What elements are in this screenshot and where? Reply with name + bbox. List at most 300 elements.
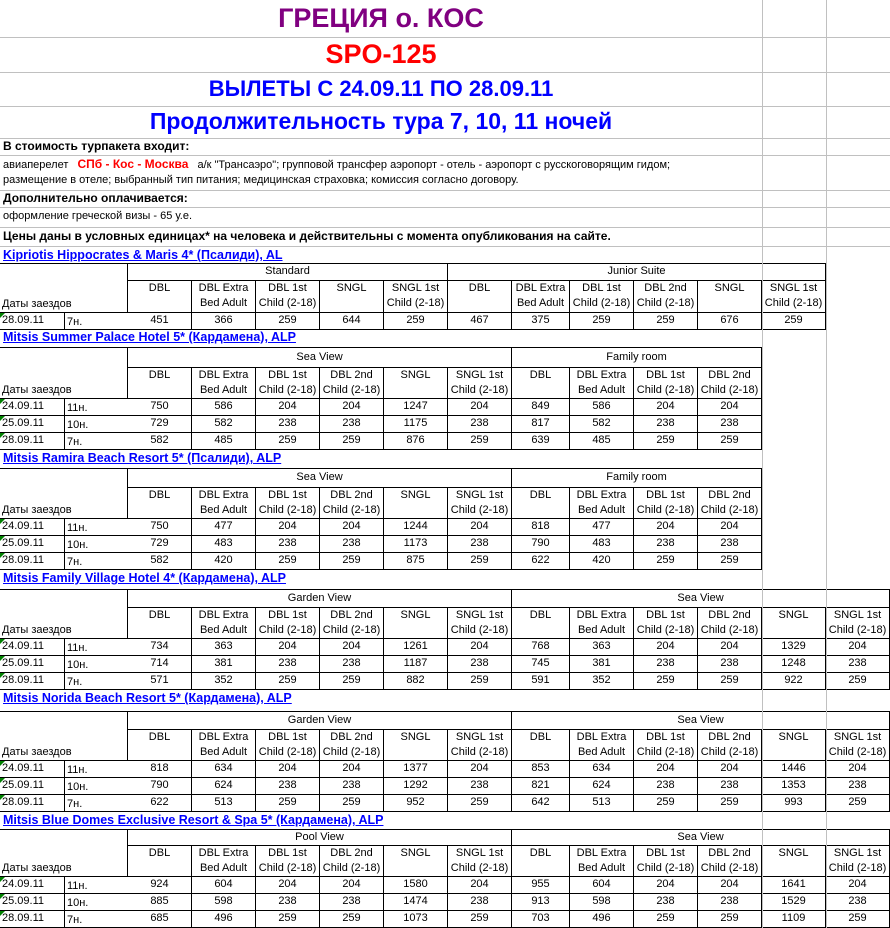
- column-header-line-1: DBL: [529, 847, 552, 859]
- price-cell: 259: [762, 313, 826, 330]
- price-cell: 238: [320, 656, 384, 673]
- arrival-date: [0, 313, 65, 330]
- spo-code: SPO-125: [325, 39, 437, 69]
- price-cell: 513: [192, 795, 256, 812]
- price-cell: 238: [320, 778, 384, 795]
- price-cell: 993: [762, 795, 826, 812]
- column-header-line-1: DBL 2nd: [330, 489, 373, 501]
- hotel-name-link[interactable]: Kipriotis Hippocrates & Maris 4* (Псалиди), AL: [3, 248, 283, 262]
- price-cell: 238: [634, 536, 698, 553]
- column-header-line-2: Child (2-18): [636, 297, 695, 309]
- price-cell: 485: [192, 433, 256, 450]
- price-cell: 259: [634, 911, 698, 928]
- column-header-line-1: SNGL: [400, 609, 431, 621]
- arrival-date: [0, 778, 65, 795]
- column-header-line-2: [128, 383, 191, 398]
- column-header-line-2: Child (2-18): [450, 624, 509, 636]
- column-header-line-1: SNGL 1st: [391, 282, 440, 294]
- comment-marker-icon: [0, 877, 5, 882]
- column-header-line-2: Bed Adult: [199, 384, 248, 396]
- column-header-line-2: [762, 623, 825, 638]
- column-header-line-1: DBL 1st: [646, 489, 685, 501]
- price-cell: 496: [192, 911, 256, 928]
- price-cell: 204: [256, 877, 320, 894]
- column-header-line-2: [128, 623, 191, 638]
- column-header-line-1: DBL 1st: [268, 609, 307, 621]
- comment-marker-icon: [0, 778, 5, 783]
- price-cell: 750: [128, 399, 192, 416]
- price-cell: 1474: [384, 894, 448, 911]
- price-cell: 238: [256, 536, 320, 553]
- column-header-line-1: SNGL 1st: [455, 847, 504, 859]
- arrival-date: [0, 416, 65, 433]
- comment-marker-icon: [0, 911, 5, 916]
- price-cell: 238: [698, 656, 762, 673]
- price-cell: 598: [570, 894, 634, 911]
- price-cell: 420: [192, 553, 256, 570]
- column-header-line-1: DBL Extra: [198, 847, 249, 859]
- column-header-line-2: Bed Adult: [577, 746, 626, 758]
- column-header: [384, 281, 448, 313]
- price-cell: 238: [826, 656, 890, 673]
- extra-heading: Дополнительно оплачивается:: [3, 191, 188, 205]
- gridline: [0, 207, 890, 208]
- price-cell: 238: [634, 656, 698, 673]
- column-header-line-1: SNGL: [400, 369, 431, 381]
- price-cell: 467: [448, 313, 512, 330]
- arrival-date-text: 28.09.11: [2, 434, 45, 446]
- column-header-line-1: DBL Extra: [198, 369, 249, 381]
- column-header-line-1: DBL 1st: [268, 369, 307, 381]
- price-cell: 483: [570, 536, 634, 553]
- price-cell: 204: [256, 639, 320, 656]
- column-header-line-1: DBL 1st: [646, 369, 685, 381]
- price-cell: 238: [698, 894, 762, 911]
- hotel-name-link[interactable]: Mitsis Ramira Beach Resort 5* (Псалиди), ALP: [3, 451, 282, 465]
- column-header-line-1: DBL 2nd: [644, 282, 687, 294]
- column-header-line-2: Bed Adult: [577, 862, 626, 874]
- column-header: [192, 730, 256, 761]
- hotel-name-link[interactable]: Mitsis Family Village Hotel 4* (Кардамена), ALP: [3, 571, 286, 585]
- column-header-line-1: DBL Extra: [515, 282, 566, 294]
- column-header-line-2: [512, 623, 569, 638]
- room-type-header: Garden View: [128, 590, 512, 608]
- price-cell: 204: [320, 519, 384, 536]
- column-header-line-2: Child (2-18): [258, 862, 317, 874]
- column-header-line-1: DBL Extra: [198, 609, 249, 621]
- price-cell: 238: [320, 536, 384, 553]
- price-cell: 204: [698, 399, 762, 416]
- dates-header: Даты заездов: [0, 348, 128, 399]
- price-cell: 238: [634, 894, 698, 911]
- column-header-line-2: Child (2-18): [322, 504, 381, 516]
- price-cell: 259: [634, 795, 698, 812]
- column-header-line-2: Child (2-18): [828, 624, 887, 636]
- comment-marker-icon: [0, 894, 5, 899]
- price-cell: 238: [634, 416, 698, 433]
- price-cell: 204: [698, 639, 762, 656]
- column-header: [826, 608, 890, 639]
- price-cell: 352: [570, 673, 634, 690]
- price-cell: 1292: [384, 778, 448, 795]
- price-cell: 238: [698, 536, 762, 553]
- price-cell: 238: [448, 656, 512, 673]
- price-cell: 885: [128, 894, 192, 911]
- column-header-line-1: DBL: [148, 609, 171, 621]
- column-header-line-2: Child (2-18): [322, 862, 381, 874]
- price-cell: 1109: [762, 911, 826, 928]
- column-header: [634, 608, 698, 639]
- nights: 7н.: [65, 433, 129, 450]
- arrival-date: [0, 673, 65, 690]
- column-header: [570, 281, 634, 313]
- column-header: [192, 846, 256, 877]
- column-header: [634, 281, 698, 313]
- column-header: [320, 488, 384, 519]
- column-header-line-1: DBL 2nd: [330, 609, 373, 621]
- column-header-line-2: [448, 296, 511, 311]
- column-header-line-1: SNGL: [778, 609, 809, 621]
- price-cell: 1329: [762, 639, 826, 656]
- column-header-line-1: SNGL: [778, 731, 809, 743]
- room-type-header: Sea View: [512, 590, 890, 608]
- column-header: [448, 846, 512, 877]
- price-cell: 259: [698, 795, 762, 812]
- gridline: [0, 72, 890, 73]
- nights: 7н.: [65, 313, 129, 330]
- column-header-line-1: DBL 2nd: [708, 489, 751, 501]
- column-header: [512, 281, 570, 313]
- column-header: [512, 608, 570, 639]
- price-cell: 477: [570, 519, 634, 536]
- nights: 11н.: [65, 761, 129, 778]
- price-cell: 238: [256, 416, 320, 433]
- included-suffix: а/к "Трансаэро"; групповой трансфер аэропорт - отель - аэропорт с русскоговорящим гидом;: [197, 159, 671, 171]
- price-cell: 849: [512, 399, 570, 416]
- price-cell: 451: [128, 313, 192, 330]
- column-header-line-1: DBL Extra: [576, 489, 627, 501]
- price-cell: 913: [512, 894, 570, 911]
- hotel-name-link[interactable]: Mitsis Summer Palace Hotel 5* (Кардамена), ALP: [3, 330, 296, 344]
- column-header-line-2: Bed Adult: [199, 297, 248, 309]
- price-cell: 622: [128, 795, 192, 812]
- column-header-line-1: SNGL: [400, 489, 431, 501]
- price-cell: 259: [384, 313, 448, 330]
- column-header-line-1: DBL: [529, 369, 552, 381]
- comment-marker-icon: [0, 795, 5, 800]
- price-cell: 591: [512, 673, 570, 690]
- price-cell: 821: [512, 778, 570, 795]
- price-cell: 238: [320, 416, 384, 433]
- comment-marker-icon: [0, 536, 5, 541]
- price-cell: 238: [448, 536, 512, 553]
- price-table: [0, 468, 762, 569]
- column-header-line-2: Child (2-18): [636, 624, 695, 636]
- column-header: [570, 488, 634, 519]
- price-cell: 259: [448, 911, 512, 928]
- column-header: [634, 730, 698, 761]
- column-header-line-1: DBL Extra: [198, 282, 249, 294]
- price-cell: 259: [320, 673, 384, 690]
- price-cell: 259: [320, 795, 384, 812]
- price-cell: 642: [512, 795, 570, 812]
- nights: 11н.: [65, 877, 129, 894]
- gridline: [0, 246, 890, 247]
- price-cell: 238: [256, 778, 320, 795]
- column-header-line-2: Bed Adult: [199, 504, 248, 516]
- price-cell: 259: [634, 313, 698, 330]
- price-cell: 818: [128, 761, 192, 778]
- column-header: [512, 846, 570, 877]
- arrival-date-text: 24.09.11: [2, 762, 45, 774]
- column-header: [762, 730, 826, 761]
- price-cell: 259: [698, 673, 762, 690]
- column-header-line-1: DBL: [529, 489, 552, 501]
- column-header-line-2: Child (2-18): [322, 746, 381, 758]
- column-header-line-2: Child (2-18): [636, 862, 695, 874]
- price-cell: 714: [128, 656, 192, 673]
- price-cell: 477: [192, 519, 256, 536]
- comment-marker-icon: [0, 553, 5, 558]
- column-header-line-2: [762, 861, 825, 876]
- price-cell: 582: [128, 433, 192, 450]
- price-cell: 259: [448, 553, 512, 570]
- nights: 7н.: [65, 911, 129, 928]
- column-header: [698, 488, 762, 519]
- arrival-date-text: 25.09.11: [2, 657, 45, 669]
- gridline: [0, 155, 890, 156]
- arrival-date-text: 24.09.11: [2, 520, 45, 532]
- price-cell: 204: [634, 519, 698, 536]
- column-header-line-2: Child (2-18): [450, 862, 509, 874]
- arrival-date-text: 25.09.11: [2, 537, 45, 549]
- column-header-line-1: DBL: [148, 847, 171, 859]
- nights: 11н.: [65, 519, 129, 536]
- price-cell: 1261: [384, 639, 448, 656]
- price-cell: 745: [512, 656, 570, 673]
- price-cell: 259: [634, 433, 698, 450]
- price-cell: 624: [192, 778, 256, 795]
- price-cell: 204: [256, 519, 320, 536]
- arrival-date-text: 25.09.11: [2, 779, 45, 791]
- column-header-line-1: DBL Extra: [576, 847, 627, 859]
- room-type-header: Sea View: [128, 469, 512, 488]
- column-header-line-2: Child (2-18): [636, 746, 695, 758]
- price-cell: 363: [192, 639, 256, 656]
- column-header: [698, 281, 762, 313]
- column-header: [570, 846, 634, 877]
- column-header-line-2: [128, 745, 191, 760]
- hotel-name-link[interactable]: Mitsis Blue Domes Exclusive Resort & Spa 5* (Кардамена), ALP: [3, 813, 384, 827]
- comment-marker-icon: [0, 416, 5, 421]
- price-cell: 420: [570, 553, 634, 570]
- column-header-line-2: Child (2-18): [700, 384, 759, 396]
- price-cell: 238: [320, 894, 384, 911]
- dates-header: Даты заездов: [0, 712, 128, 761]
- column-header-line-1: DBL 1st: [582, 282, 621, 294]
- arrival-date-text: 24.09.11: [2, 400, 45, 412]
- price-cell: 204: [826, 877, 890, 894]
- price-cell: 259: [448, 795, 512, 812]
- arrival-date-text: 28.09.11: [2, 912, 45, 924]
- column-header-line-2: [320, 296, 383, 311]
- price-cell: 375: [512, 313, 570, 330]
- column-header-line-2: [512, 861, 569, 876]
- price-cell: 259: [256, 673, 320, 690]
- column-header-line-2: Bed Adult: [577, 504, 626, 516]
- column-header: [762, 608, 826, 639]
- price-cell: 790: [512, 536, 570, 553]
- column-header-line-2: Bed Adult: [199, 746, 248, 758]
- price-cell: 204: [320, 639, 384, 656]
- column-header-line-1: SNGL: [336, 282, 367, 294]
- price-cell: 259: [570, 313, 634, 330]
- included-line-2: размещение в отеле; выбранный тип питания; медицинская страховка; комиссия согласно договору.: [3, 174, 519, 186]
- comment-marker-icon: [0, 399, 5, 404]
- column-header-line-2: Child (2-18): [322, 384, 381, 396]
- arrival-date-text: 28.09.11: [2, 674, 45, 686]
- column-header: [448, 368, 512, 399]
- price-table: [0, 829, 890, 927]
- column-header-line-1: DBL 2nd: [708, 731, 751, 743]
- price-cell: 238: [698, 416, 762, 433]
- column-header: [256, 488, 320, 519]
- price-cell: 204: [634, 639, 698, 656]
- price-cell: 644: [320, 313, 384, 330]
- price-cell: 924: [128, 877, 192, 894]
- price-cell: 876: [384, 433, 448, 450]
- column-header: [192, 368, 256, 399]
- price-cell: 352: [192, 673, 256, 690]
- comment-marker-icon: [0, 433, 5, 438]
- column-header-line-2: Child (2-18): [700, 862, 759, 874]
- column-header-line-2: [384, 861, 447, 876]
- arrival-date: [0, 656, 65, 673]
- price-cell: 952: [384, 795, 448, 812]
- room-type-header: Sea View: [128, 348, 512, 368]
- column-header-line-1: DBL: [148, 731, 171, 743]
- column-header: [192, 608, 256, 639]
- arrival-date: [0, 519, 65, 536]
- column-header: [570, 730, 634, 761]
- price-cell: 381: [192, 656, 256, 673]
- gridline: [0, 190, 890, 191]
- room-type-header: Family room: [512, 469, 762, 488]
- column-header-line-2: Child (2-18): [636, 504, 695, 516]
- gridline: [0, 37, 890, 38]
- column-header-line-2: Child (2-18): [450, 746, 509, 758]
- arrival-date: [0, 761, 65, 778]
- column-header: [128, 730, 192, 761]
- price-cell: 1073: [384, 911, 448, 928]
- column-header: [384, 368, 448, 399]
- column-header-line-1: DBL Extra: [576, 369, 627, 381]
- comment-marker-icon: [0, 313, 5, 318]
- arrival-date: [0, 877, 65, 894]
- comment-marker-icon: [0, 639, 5, 644]
- price-cell: 676: [698, 313, 762, 330]
- price-cell: 1377: [384, 761, 448, 778]
- column-header: [320, 730, 384, 761]
- included-prefix: авиаперелет: [3, 159, 69, 171]
- column-header-line-1: SNGL 1st: [833, 847, 882, 859]
- column-header-line-1: SNGL 1st: [769, 282, 818, 294]
- price-cell: 485: [570, 433, 634, 450]
- price-cell: 204: [256, 761, 320, 778]
- column-header-line-1: DBL 1st: [646, 731, 685, 743]
- arrival-date-text: 28.09.11: [2, 796, 45, 808]
- price-cell: 790: [128, 778, 192, 795]
- price-cell: 586: [570, 399, 634, 416]
- price-cell: 366: [192, 313, 256, 330]
- price-table: [0, 711, 890, 811]
- price-cell: 238: [256, 656, 320, 673]
- column-header-line-1: DBL 1st: [268, 731, 307, 743]
- price-cell: 259: [256, 313, 320, 330]
- column-header-line-1: DBL: [148, 282, 171, 294]
- nights: 11н.: [65, 639, 129, 656]
- column-header-line-1: DBL: [468, 282, 491, 294]
- column-header-line-2: [384, 623, 447, 638]
- column-header-line-1: DBL: [529, 731, 552, 743]
- price-cell: 853: [512, 761, 570, 778]
- arrival-date: [0, 911, 65, 928]
- price-cell: 1446: [762, 761, 826, 778]
- column-header: [128, 608, 192, 639]
- hotel-name-link[interactable]: Mitsis Norida Beach Resort 5* (Кардамена), ALP: [3, 691, 292, 705]
- column-header: [826, 846, 890, 877]
- column-header-line-2: [128, 861, 191, 876]
- column-header-line-2: Child (2-18): [636, 384, 695, 396]
- price-cell: 703: [512, 911, 570, 928]
- column-header: [634, 368, 698, 399]
- column-header: [698, 368, 762, 399]
- nights: 7н.: [65, 673, 129, 690]
- column-header-line-1: SNGL 1st: [455, 731, 504, 743]
- column-header: [512, 368, 570, 399]
- column-header: [698, 608, 762, 639]
- price-cell: 259: [698, 433, 762, 450]
- column-header-line-1: SNGL: [778, 847, 809, 859]
- room-type-header: Garden View: [128, 712, 512, 730]
- nights: 11н.: [65, 399, 129, 416]
- column-header-line-2: Child (2-18): [700, 624, 759, 636]
- price-cell: 204: [448, 399, 512, 416]
- column-header-line-1: DBL 2nd: [708, 847, 751, 859]
- price-cell: 513: [570, 795, 634, 812]
- nights: 10н.: [65, 536, 129, 553]
- price-cell: 586: [192, 399, 256, 416]
- column-header-line-1: DBL Extra: [576, 609, 627, 621]
- price-cell: 729: [128, 536, 192, 553]
- arrival-date-text: 25.09.11: [2, 895, 45, 907]
- column-header-line-2: Child (2-18): [572, 297, 631, 309]
- price-cell: 639: [512, 433, 570, 450]
- price-cell: 238: [448, 416, 512, 433]
- column-header-line-1: DBL 1st: [268, 847, 307, 859]
- column-header: [634, 488, 698, 519]
- column-header: [570, 608, 634, 639]
- price-cell: 204: [320, 877, 384, 894]
- price-cell: 496: [570, 911, 634, 928]
- column-header: [448, 488, 512, 519]
- room-type-header: Sea View: [512, 712, 890, 730]
- column-header-line-1: SNGL 1st: [455, 609, 504, 621]
- arrival-date: [0, 795, 65, 812]
- price-cell: 238: [256, 894, 320, 911]
- room-type-header: Sea View: [512, 830, 890, 846]
- price-cell: 204: [448, 761, 512, 778]
